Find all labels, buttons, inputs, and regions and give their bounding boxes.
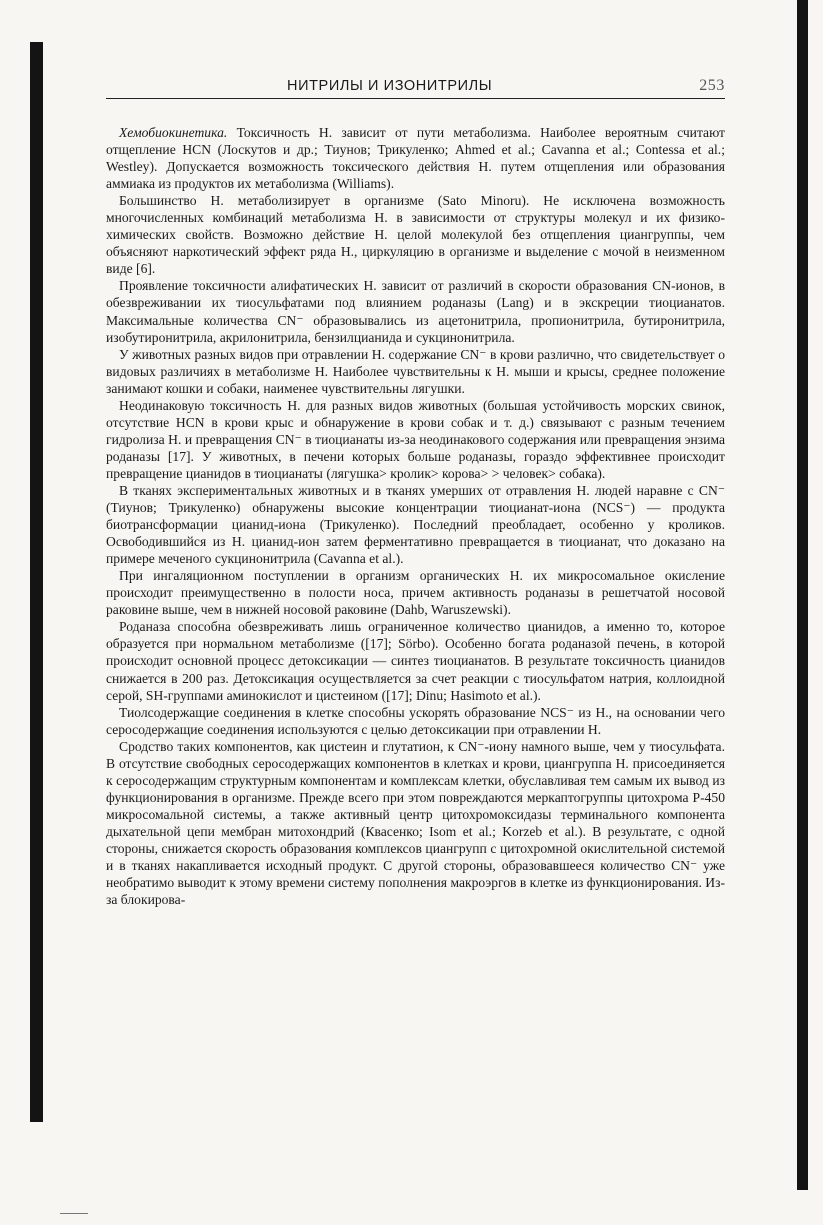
paragraph: Проявление токсичности алифатических Н. зависит от различий в скорости образования CN-ионов, в обезвреживании их тиосульфатами под влиянием роданазы (Lang) и в экскреции тиоцианатов. Максимальные количества CN⁻ образовывались из ацетонитрила, пропионитрила, бутиронитрила, изобутиронитрила, акрилонитрила, бензилцианида и сукцинонитрила. bbox=[106, 278, 725, 345]
paragraph: Неодинаковую токсичность Н. для разных видов животных (большая устойчивость морских свинок, отсутствие HCN в крови крыс и обнаружение в крови собак и т. д.) связывают с разным течением гидролиза Н. и превращения CN⁻ в тиоцианаты из-за неодинакового содержания или превращения энзима роданазы [17]. У животных, в печени которых больше роданазы, гораздо эффективнее происходит превращение цианидов в тиоцианаты (лягушка> кролик> корова> > человек> собака). bbox=[106, 397, 725, 481]
body-text bbox=[106, 124, 725, 908]
paragraph: Тиолсодержащие соединения в клетке способны ускорять образование NCS⁻ из Н., на основании чего серосодержащие соединения используются с целью детоксикации при отравлении Н. bbox=[106, 704, 725, 737]
running-header bbox=[106, 76, 725, 99]
scan-edge-left bbox=[30, 42, 43, 1122]
page-number: 253 bbox=[699, 77, 725, 94]
paragraph: У животных разных видов при отравлении Н. содержание CN⁻ в крови различно, что свидетельствует о видовых различиях в метаболизме Н. Наиболее чувствительны к Н. мыши и крысы, среднее положение занимают кошки и собаки, наименее чувствительны лягушки. bbox=[106, 346, 725, 396]
book-page bbox=[106, 76, 725, 908]
running-title: НИТРИЛЫ И ИЗОНИТРИЛЫ bbox=[287, 78, 493, 94]
scan-mark-bottom bbox=[60, 1213, 88, 1214]
paragraph bbox=[106, 124, 725, 192]
section-lead: Хемобиокинетика. bbox=[119, 125, 228, 140]
paragraph: В тканях экспериментальных животных и в тканях умерших от отравления Н. людей наравне с CN⁻ (Тиунов; Трикуленко) обнаружены высокие концентрации тиоцианат-иона (NCS⁻) — продукта биотрансформации цианид-иона (Трикуленко). Последний преобладает, особенно у кроликов. Освободившийся из Н. цианид-ион затем ферментативно превращается в тиоцианат, что доказано на примере меченого сукцинонитрила (Cavanna et al.). bbox=[106, 482, 725, 567]
paragraph: При ингаляционном поступлении в организм органических Н. их микросомальное окисление происходит преимущественно в полости носа, причем активность роданазы в решетчатой носовой раковине выше, чем в нижней носовой раковине (Dahb, Waruszewski). bbox=[106, 568, 725, 618]
paragraph: Сродство таких компонентов, как цистеин и глутатион, к CN⁻-иону намного выше, чем у тиосульфата. В отсутствие свободных серосодержащих компонентов в клетках и крови, циангруппа Н. присоединяется к серосодержащим структурным компонентам и комплексам клетки, обуславливая тем самым их вывод из функционирования в организме. Прежде всего при этом повреждаются меркаптогруппы цитохрома P-450 микросомальной системы, а также активный центр цитохромоксидазы терминального компонента дыхательной цепи мембран митохондрий (Квасенко; Isom et al.; Korzeb et al.). В результате, с одной стороны, снижается скорость образования комплексов циангрупп с цитохромной окислительной системой и в тканях накапливается исходный продукт. С другой стороны, образовавшееся количество CN⁻ уже необратимо выводит к этому времени систему пополнения макроэргов в клетке из функционирования. Из-за блокирова- bbox=[106, 738, 725, 908]
paragraph: Большинство Н. метаболизирует в организме (Sato Minoru). Не исключена возможность многочисленных комбинаций метаболизма Н. в зависимости от структуры молекул и их физико-химических свойств. Возможно действие Н. целой молекулой без отщепления циангруппы, чем объясняют наркотический эффект ряда Н., циркуляцию в организме и выделение с мочой в неизменном виде [6]. bbox=[106, 193, 725, 277]
scan-edge-right bbox=[797, 0, 808, 1190]
paragraph-text: Токсичность Н. зависит от пути метаболизма. Наиболее вероятным считают отщепление HCN (Лоскутов и др.; Тиунов; Трикуленко; Ahmed et al.; Cavanna et al.; Contessa et al.; Westley). Допускается возможность токсического действия Н. путем отщепления или образования аммиака из продуктов их метаболизма (Williams). bbox=[106, 125, 725, 192]
paragraph: Роданаза способна обезвреживать лишь ограниченное количество цианидов, а именно то, которое образуется при нормальном метаболизме ([17]; Sörbo). Особенно богата роданазой печень, в которой происходит основной процесс детоксикации — синтез тиоцианатов. В результате токсичность цианидов снижается в 200 раз. Детоксикация осуществляется за счет реакции с тиосульфатом натрия, коллоидной серой, SH-группами аминокислот и цистеином ([17]; Dinu; Hasimoto et al.). bbox=[106, 619, 725, 703]
